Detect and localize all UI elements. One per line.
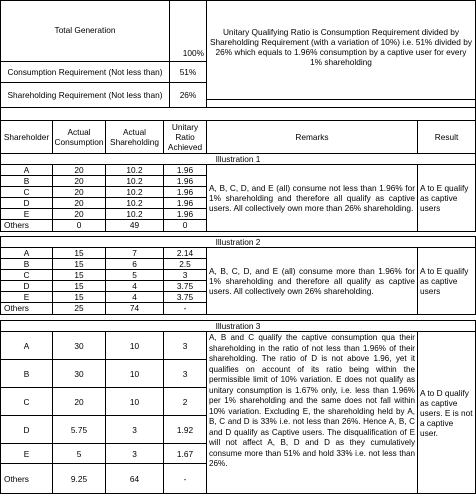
- shareholding-cell: 4: [105, 291, 164, 303]
- consumption-cell: 20: [52, 175, 106, 187]
- shareholding-cell: 10.2: [105, 208, 164, 220]
- shareholding-cell: 49: [105, 219, 164, 232]
- consumption-cell: 20: [52, 387, 106, 416]
- ratio-cell: 1.96: [163, 164, 207, 176]
- shareholder-cell: D: [0, 415, 53, 444]
- consumption-cell: 0: [52, 219, 106, 232]
- unitary-ratio-note: Unitary Qualifying Ratio is Consumption Requirement divided by Shareholding Requirement (with a variation of 10%) i.e. 51% divided by 26% which equals to 1.96% consumption by a captive user for every 1% shareholding: [206, 0, 476, 100]
- result-cell: A to E qualify as captive users: [417, 247, 476, 315]
- shareholding-cell: 74: [105, 302, 164, 315]
- ratio-cell: 2: [163, 387, 207, 416]
- ratio-cell: 1.96: [163, 186, 207, 198]
- shareholder-cell: Others: [0, 463, 53, 494]
- shareholder-cell: C: [0, 186, 53, 198]
- consumption-cell: 15: [52, 280, 106, 292]
- consumption-cell: 15: [52, 258, 106, 270]
- col-remarks: Remarks: [206, 120, 418, 154]
- shareholder-cell: Others: [0, 302, 53, 315]
- shareholder-cell: A: [0, 247, 53, 259]
- illustration-title: Illustration 1: [0, 153, 476, 165]
- shareholder-cell: D: [0, 197, 53, 209]
- shareholding-cell: 6: [105, 258, 164, 270]
- illustration-title: Illustration 3: [0, 320, 476, 332]
- consumption-cell: 5.75: [52, 415, 106, 444]
- result-cell: A to E qualify as captive users: [417, 164, 476, 232]
- col-actual-consumption: Actual Consumption: [52, 120, 106, 154]
- ratio-cell: 1.67: [163, 443, 207, 464]
- shareholding-cell: 10.2: [105, 164, 164, 176]
- illustration-title: Illustration 2: [0, 236, 476, 248]
- shareholder-cell: E: [0, 443, 53, 464]
- col-unitary-ratio: Unitary Ratio Achieved: [163, 120, 207, 154]
- shareholder-cell: A: [0, 331, 53, 360]
- total-generation-label: Total Generation: [0, 0, 170, 62]
- shareholding-cell: 10: [105, 331, 164, 360]
- shareholding-cell: 7: [105, 247, 164, 259]
- shareholder-cell: A: [0, 164, 53, 176]
- consumption-cell: 30: [52, 331, 106, 360]
- ratio-cell: 1.92: [163, 415, 207, 444]
- consumption-cell: 9.25: [52, 463, 106, 494]
- consumption-cell: 5: [52, 443, 106, 464]
- shareholding-cell: 64: [105, 463, 164, 494]
- shareholding-cell: 10.2: [105, 175, 164, 187]
- shareholding-cell: 3: [105, 443, 164, 464]
- shareholder-cell: B: [0, 175, 53, 187]
- shareholding-cell: 10.2: [105, 186, 164, 198]
- consumption-cell: 30: [52, 359, 106, 388]
- consumption-cell: 20: [52, 164, 106, 176]
- ratio-cell: 1.96: [163, 197, 207, 209]
- consumption-cell: 20: [52, 186, 106, 198]
- ratio-cell: 3: [163, 331, 207, 360]
- shareholder-cell: E: [0, 208, 53, 220]
- shareholding-requirement-pct: 26%: [169, 82, 207, 108]
- consumption-cell: 15: [52, 269, 106, 281]
- ratio-cell: 3.75: [163, 291, 207, 303]
- ratio-cell: 2.5: [163, 258, 207, 270]
- consumption-cell: 20: [52, 208, 106, 220]
- ratio-cell: 1.96: [163, 175, 207, 187]
- shareholding-cell: 3: [105, 415, 164, 444]
- col-actual-shareholding: Actual Shareholding: [105, 120, 164, 154]
- ratio-cell: -: [163, 302, 207, 315]
- col-result: Result: [417, 120, 476, 154]
- shareholder-cell: Others: [0, 219, 53, 232]
- shareholding-cell: 10.2: [105, 197, 164, 209]
- consumption-cell: 15: [52, 291, 106, 303]
- shareholding-requirement-label: Shareholding Requirement (Not less than): [0, 82, 170, 108]
- shareholder-cell: B: [0, 359, 53, 388]
- shareholder-cell: D: [0, 280, 53, 292]
- shareholder-cell: C: [0, 269, 53, 281]
- shareholding-cell: 10: [105, 387, 164, 416]
- shareholding-cell: 10: [105, 359, 164, 388]
- result-cell: A to D qualify as captive users. E is not a captive user.: [417, 331, 476, 494]
- ratio-cell: 3: [163, 269, 207, 281]
- col-shareholder: Shareholder: [0, 120, 53, 154]
- consumption-cell: 20: [52, 197, 106, 209]
- consumption-cell: 15: [52, 247, 106, 259]
- consumption-requirement-pct: 51%: [169, 61, 207, 83]
- ratio-cell: 3: [163, 359, 207, 388]
- shareholder-cell: C: [0, 387, 53, 416]
- shareholding-cell: 5: [105, 269, 164, 281]
- consumption-cell: 25: [52, 302, 106, 315]
- spacer-row: [0, 107, 476, 121]
- consumption-requirement-label: Consumption Requirement (Not less than): [0, 61, 170, 83]
- shareholding-cell: 4: [105, 280, 164, 292]
- ratio-cell: -: [163, 463, 207, 494]
- ratio-cell: 0: [163, 219, 207, 232]
- ratio-cell: 3.75: [163, 280, 207, 292]
- remarks-cell: A, B, C, D, and E (all) consume not less than 1.96% for 1% shareholding and therefore all qualify as captive users. All collectively own more than 26% shareholding.: [206, 164, 418, 232]
- remarks-cell: A, B and C qualify the captive consumption qua their shareholding in the ratio of not less than 1.96% of their shareholding. The ratio of D is not above 1.96, yet it qualifies on account of its ratio being within the permissible limit of 10% variation. E does not qualify as unitary consumption is 1.67% only, i.e. less than 1.96% per 1% shareholding and the same does not fall within 10% variation. Excluding E, the shareholding held by A, B, C and D is 33% i.e. not less than 26%. Hence A, B, C and D qualify as Captive users. The disqualification of E will not affect A, B, D and D as they cumulatively consume more than 51% and hold 33% i.e. not less than 26%.: [206, 331, 418, 494]
- ratio-cell: 1.96: [163, 208, 207, 220]
- ratio-cell: 2.14: [163, 247, 207, 259]
- shareholder-cell: E: [0, 291, 53, 303]
- total-generation-pct: 100%: [169, 0, 207, 62]
- remarks-cell: A, B, C, D, and E (all) consume more than 1.96% for 1% shareholding and therefore all qualify as captive users. All collectively own 26% shareholding.: [206, 247, 418, 315]
- shareholder-cell: B: [0, 258, 53, 270]
